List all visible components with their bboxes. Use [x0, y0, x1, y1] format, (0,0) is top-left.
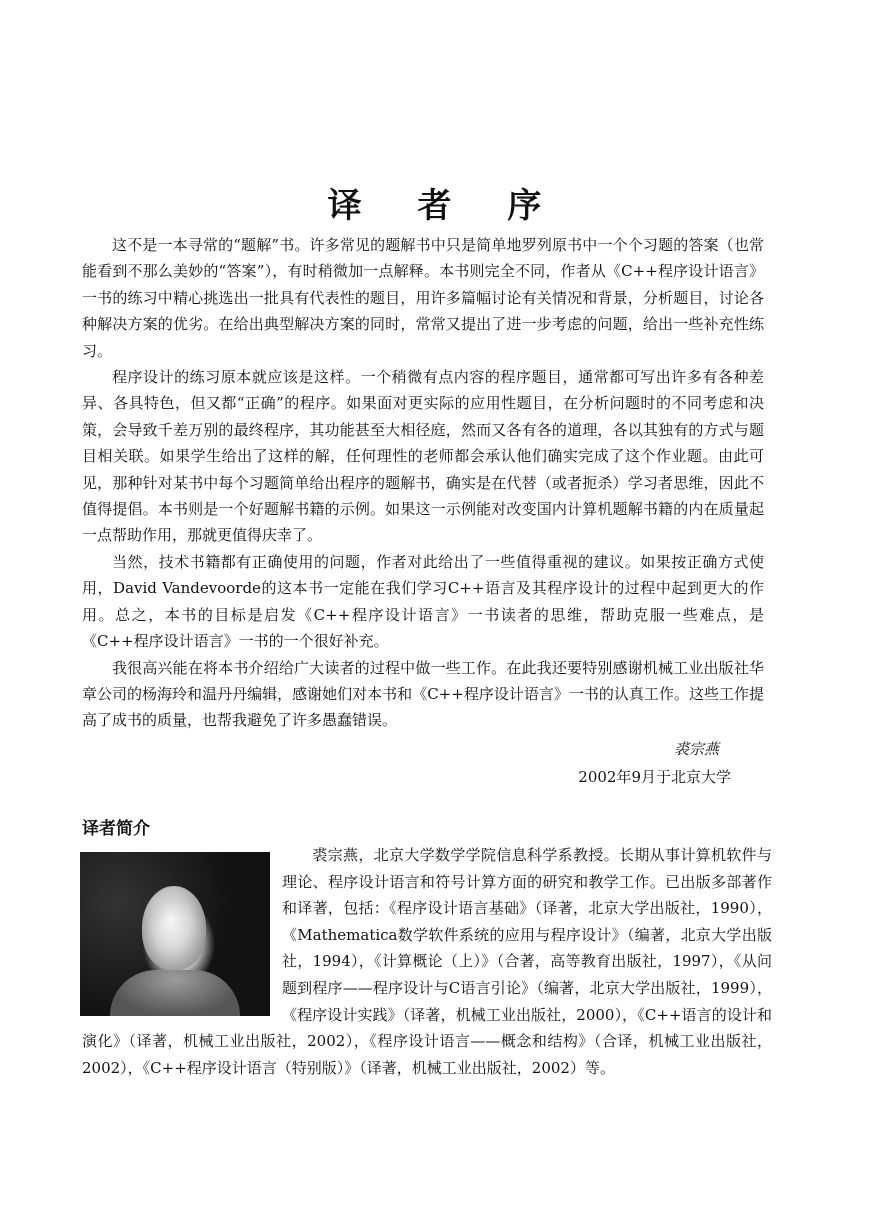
signature-date: 2002年9月于北京大学	[578, 768, 731, 786]
translator-bio	[82, 842, 772, 1081]
preface-paragraph: 我很高兴能在将本书介绍给广大读者的过程中做一些工作。在此我还要特别感谢机械工业出版社华章公司的杨海玲和温丹丹编辑，感谢她们对本书和《C++程序设计语言》一书的认真工作。这些工作提高了成书的质量，也帮我避免了许多愚蠢错误。	[82, 658, 764, 730]
preface-paragraph: 这不是一本寻常的“题解”书。许多常见的题解书中只是简单地罗列原书中一个个习题的答案（也常能看到不那么美妙的“答案”），有时稍微加一点解释。本书则完全不同，作者从《C++程序设计语言》一书的练习中精心挑选出一批具有代表性的题目，用许多篇幅讨论有关情况和背景，分析题目，讨论各种解决方案的优劣。在给出典型解决方案的同时，常常又提出了进一步考虑的问题，给出一些补充性练习。	[82, 236, 764, 360]
bio-text: 裘宗燕，北京大学数学学院信息科学系教授。长期从事计算机软件与理论、程序设计语言和符号计算方面的研究和教学工作。已出版多部著作和译著，包括：《程序设计语言基础》（译著，北京大学出版社，1990），《Mathematica数学软件系统的应用与程序设计》（编著，北京大学出版社，1994），《计算概论（上）》（合著，高等教育出版社，1997），《从问题到程序——程序设计与C语言引论》（编著，北京大学出版社，1999），《程序设计实践》（译著，机械工业出版社，2000），《C++语言的设计和演化》（译著，机械工业出版社，2002），《程序设计语言——概念和结构》（合译，机械工业出版社，2002），《C++程序设计语言（特别版）》（译著，机械工业出版社，2002）等。	[82, 846, 772, 1077]
preface-paragraph: 当然，技术书籍都有正确使用的问题，作者对此给出了一些值得重视的建议。如果按正确方式使用，David Vandevoorde的这本书一定能在我们学习C++语言及其程序设计的过程中起到更大的作用。总之，本书的目标是启发《C++程序设计语言》一书读者的思维，帮助克服一些难点，是《C++程序设计语言》一书的一个很好补充。	[82, 552, 764, 651]
signature-name: 裘宗燕	[673, 740, 719, 758]
section-heading: 译者简介	[82, 819, 150, 839]
preface-body	[82, 232, 764, 734]
preface-paragraph: 程序设计的练习原本就应该是这样。一个稍微有点内容的程序题目，通常都可写出许多有各种差异、各具特色，但又都“正确”的程序。如果面对更实际的应用性题目，在分析问题时的不同考虑和决策，会导致千差万别的最终程序，其功能甚至大相径庭，然而又各有各的道理，各以其独有的方式与题目相关联。如果学生给出了这样的解，任何理性的老师都会承认他们确实完成了这个作业题。由此可见，那种针对某书中每个习题简单给出程序的题解书，确实是在代替（或者扼杀）学习者思维，因此不值得提倡。本书则是一个好题解书籍的示例。如果这一示例能对改变国内计算机题解书籍的内在质量起一点帮助作用，那就更值得庆幸了。	[82, 368, 764, 545]
page-title: 译 者 序	[327, 186, 564, 226]
signature-block	[674, 736, 719, 766]
photo-spacer	[82, 842, 282, 1024]
